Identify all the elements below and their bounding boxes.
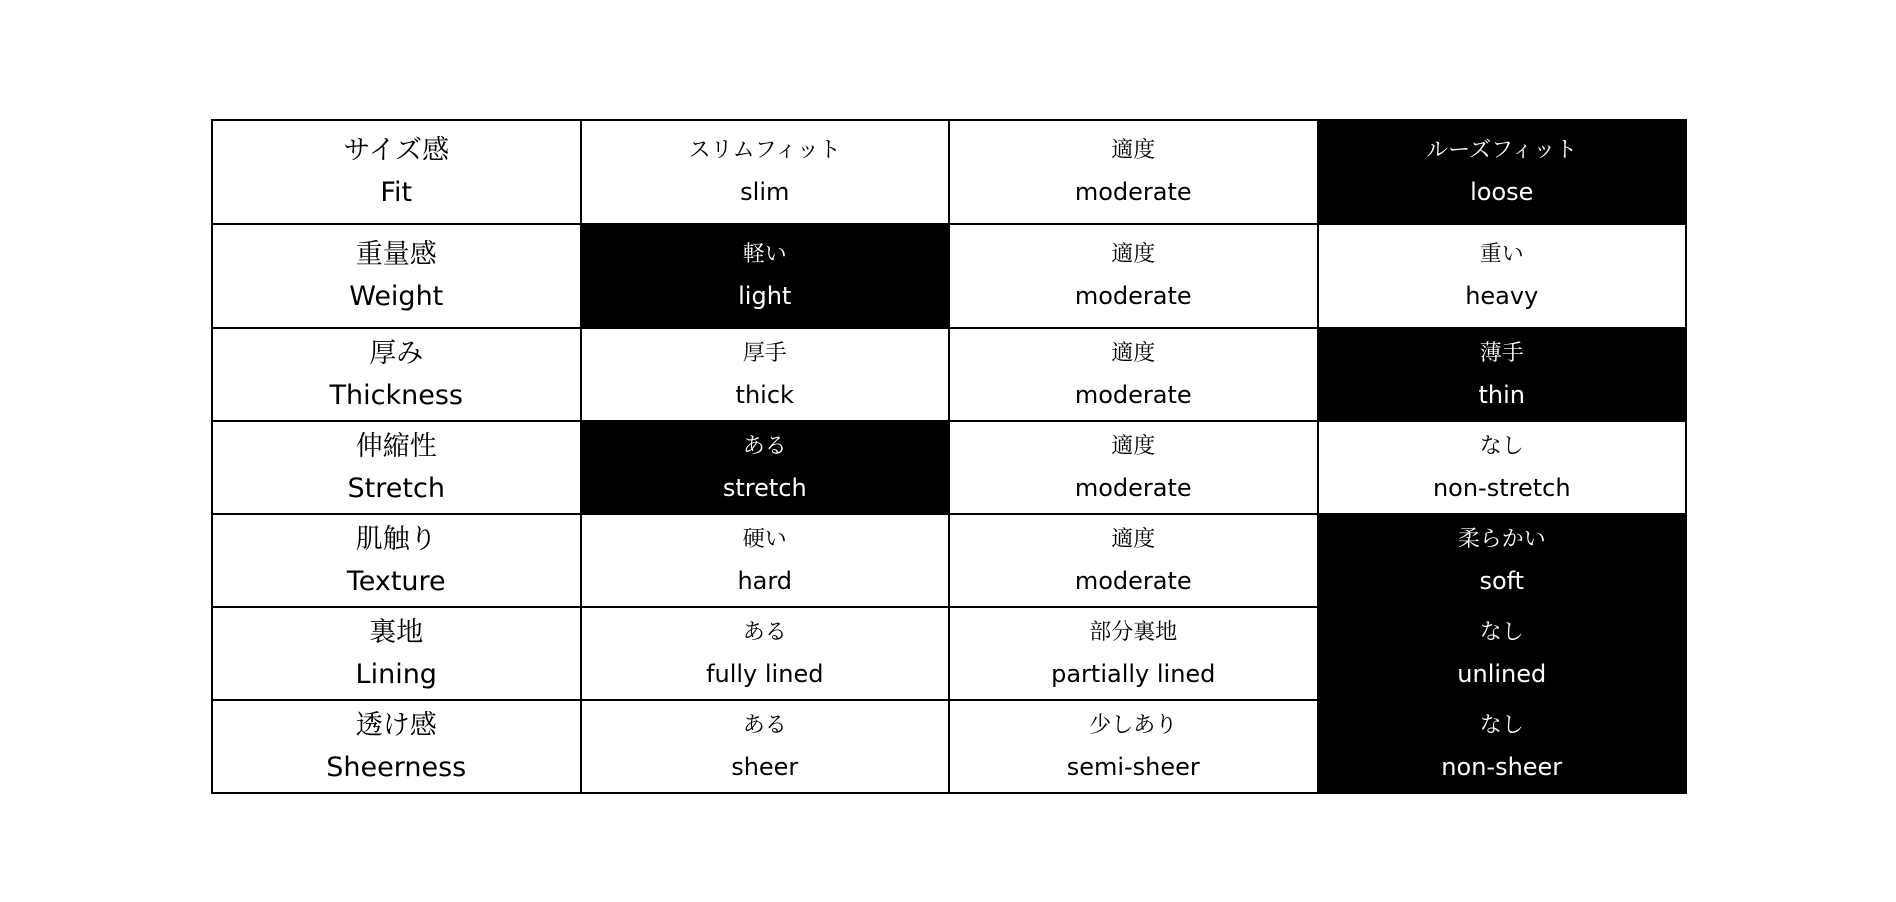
option-label-en: thin	[1478, 380, 1525, 409]
row-label-en: Stretch	[347, 472, 445, 504]
option-cell	[581, 120, 950, 224]
row-label-cell	[212, 224, 581, 328]
option-label-en: non-sheer	[1441, 752, 1563, 781]
option-label-ja: 薄手	[1479, 340, 1524, 366]
option-cell	[581, 514, 950, 607]
option-label-ja: なし	[1479, 712, 1524, 738]
option-label-en: moderate	[1074, 380, 1192, 409]
option-cell	[581, 607, 950, 700]
row-label-ja: サイズ感	[343, 135, 450, 166]
option-cell-selected	[1318, 607, 1687, 700]
option-label-en: moderate	[1074, 566, 1192, 595]
option-cell	[949, 421, 1318, 514]
option-label-en: moderate	[1074, 282, 1192, 310]
option-label-ja: 厚手	[742, 340, 787, 366]
option-label-en: thick	[735, 380, 794, 409]
option-cell-selected	[581, 224, 950, 328]
option-label-en: hard	[737, 566, 793, 595]
table-row-weight	[212, 224, 1686, 328]
option-label-en: light	[738, 282, 792, 310]
option-label-ja: 適度	[1111, 340, 1156, 366]
option-cell	[949, 328, 1318, 421]
option-cell	[949, 607, 1318, 700]
option-cell-selected	[1318, 328, 1687, 421]
option-label-ja: スリムフィット	[688, 138, 841, 163]
option-label-en: loose	[1470, 178, 1534, 206]
row-label-en: Sheerness	[326, 751, 467, 783]
option-cell	[949, 224, 1318, 328]
row-label-en: Fit	[380, 177, 413, 208]
option-label-en: soft	[1479, 566, 1525, 595]
option-cell	[949, 120, 1318, 224]
row-label-en: Lining	[355, 658, 437, 690]
option-cell-selected	[1318, 514, 1687, 607]
row-label-cell	[212, 328, 581, 421]
option-label-en: stretch	[722, 473, 807, 502]
table-row-fit	[212, 120, 1686, 224]
row-label-en: Texture	[346, 565, 446, 597]
option-label-ja: 部分裏地	[1089, 619, 1178, 645]
option-label-en: fully lined	[706, 659, 824, 688]
option-label-ja: 硬い	[742, 526, 787, 552]
option-cell	[949, 514, 1318, 607]
option-label-en: heavy	[1465, 282, 1539, 310]
row-label-cell	[212, 120, 581, 224]
table-row-texture	[212, 514, 1686, 607]
row-label-en: Weight	[349, 281, 444, 312]
option-label-en: moderate	[1074, 473, 1192, 502]
option-label-ja: ある	[742, 433, 787, 459]
option-label-en: partially lined	[1051, 659, 1216, 688]
option-label-ja: ルーズフィット	[1426, 138, 1578, 163]
row-label-cell	[212, 700, 581, 793]
option-label-ja: ある	[742, 712, 787, 738]
option-label-ja: 柔らかい	[1457, 526, 1546, 552]
option-cell	[1318, 421, 1687, 514]
row-label-cell	[212, 514, 581, 607]
row-label-ja: 重量感	[355, 239, 437, 270]
table-row-sheerness	[212, 700, 1686, 793]
option-label-ja: ある	[742, 619, 787, 645]
option-cell-selected	[581, 421, 950, 514]
option-cell	[1318, 224, 1687, 328]
option-label-en: moderate	[1074, 178, 1192, 206]
option-label-en: sheer	[731, 752, 799, 781]
row-label-cell	[212, 607, 581, 700]
option-label-en: unlined	[1457, 659, 1547, 688]
table-row-lining	[212, 607, 1686, 700]
option-label-ja: 適度	[1111, 433, 1156, 459]
row-label-cell	[212, 421, 581, 514]
row-label-ja: 裏地	[369, 616, 424, 648]
option-label-en: slim	[740, 178, 790, 206]
option-label-ja: なし	[1479, 619, 1524, 645]
option-cell	[581, 328, 950, 421]
row-label-ja: 厚み	[369, 337, 424, 369]
option-label-ja: 少しあり	[1089, 712, 1178, 738]
option-label-en: non-stretch	[1432, 473, 1571, 502]
option-cell-selected	[1318, 700, 1687, 793]
option-label-ja: 適度	[1111, 242, 1156, 267]
option-label-ja: 適度	[1111, 138, 1156, 163]
table-row-thickness	[212, 328, 1686, 421]
row-label-en: Thickness	[329, 379, 463, 411]
row-label-ja: 伸縮性	[355, 430, 437, 462]
option-label-ja: 軽い	[742, 242, 787, 267]
row-label-ja: 透け感	[355, 709, 437, 741]
table-row-stretch	[212, 421, 1686, 514]
option-label-ja: 重い	[1479, 242, 1524, 267]
option-label-ja: なし	[1479, 433, 1524, 459]
row-label-ja: 肌触り	[355, 523, 437, 555]
option-label-en: semi-sheer	[1066, 752, 1200, 781]
option-cell-selected	[1318, 120, 1687, 224]
option-cell	[949, 700, 1318, 793]
product-attribute-table	[211, 119, 1687, 794]
option-cell	[581, 700, 950, 793]
option-label-ja: 適度	[1111, 526, 1156, 552]
